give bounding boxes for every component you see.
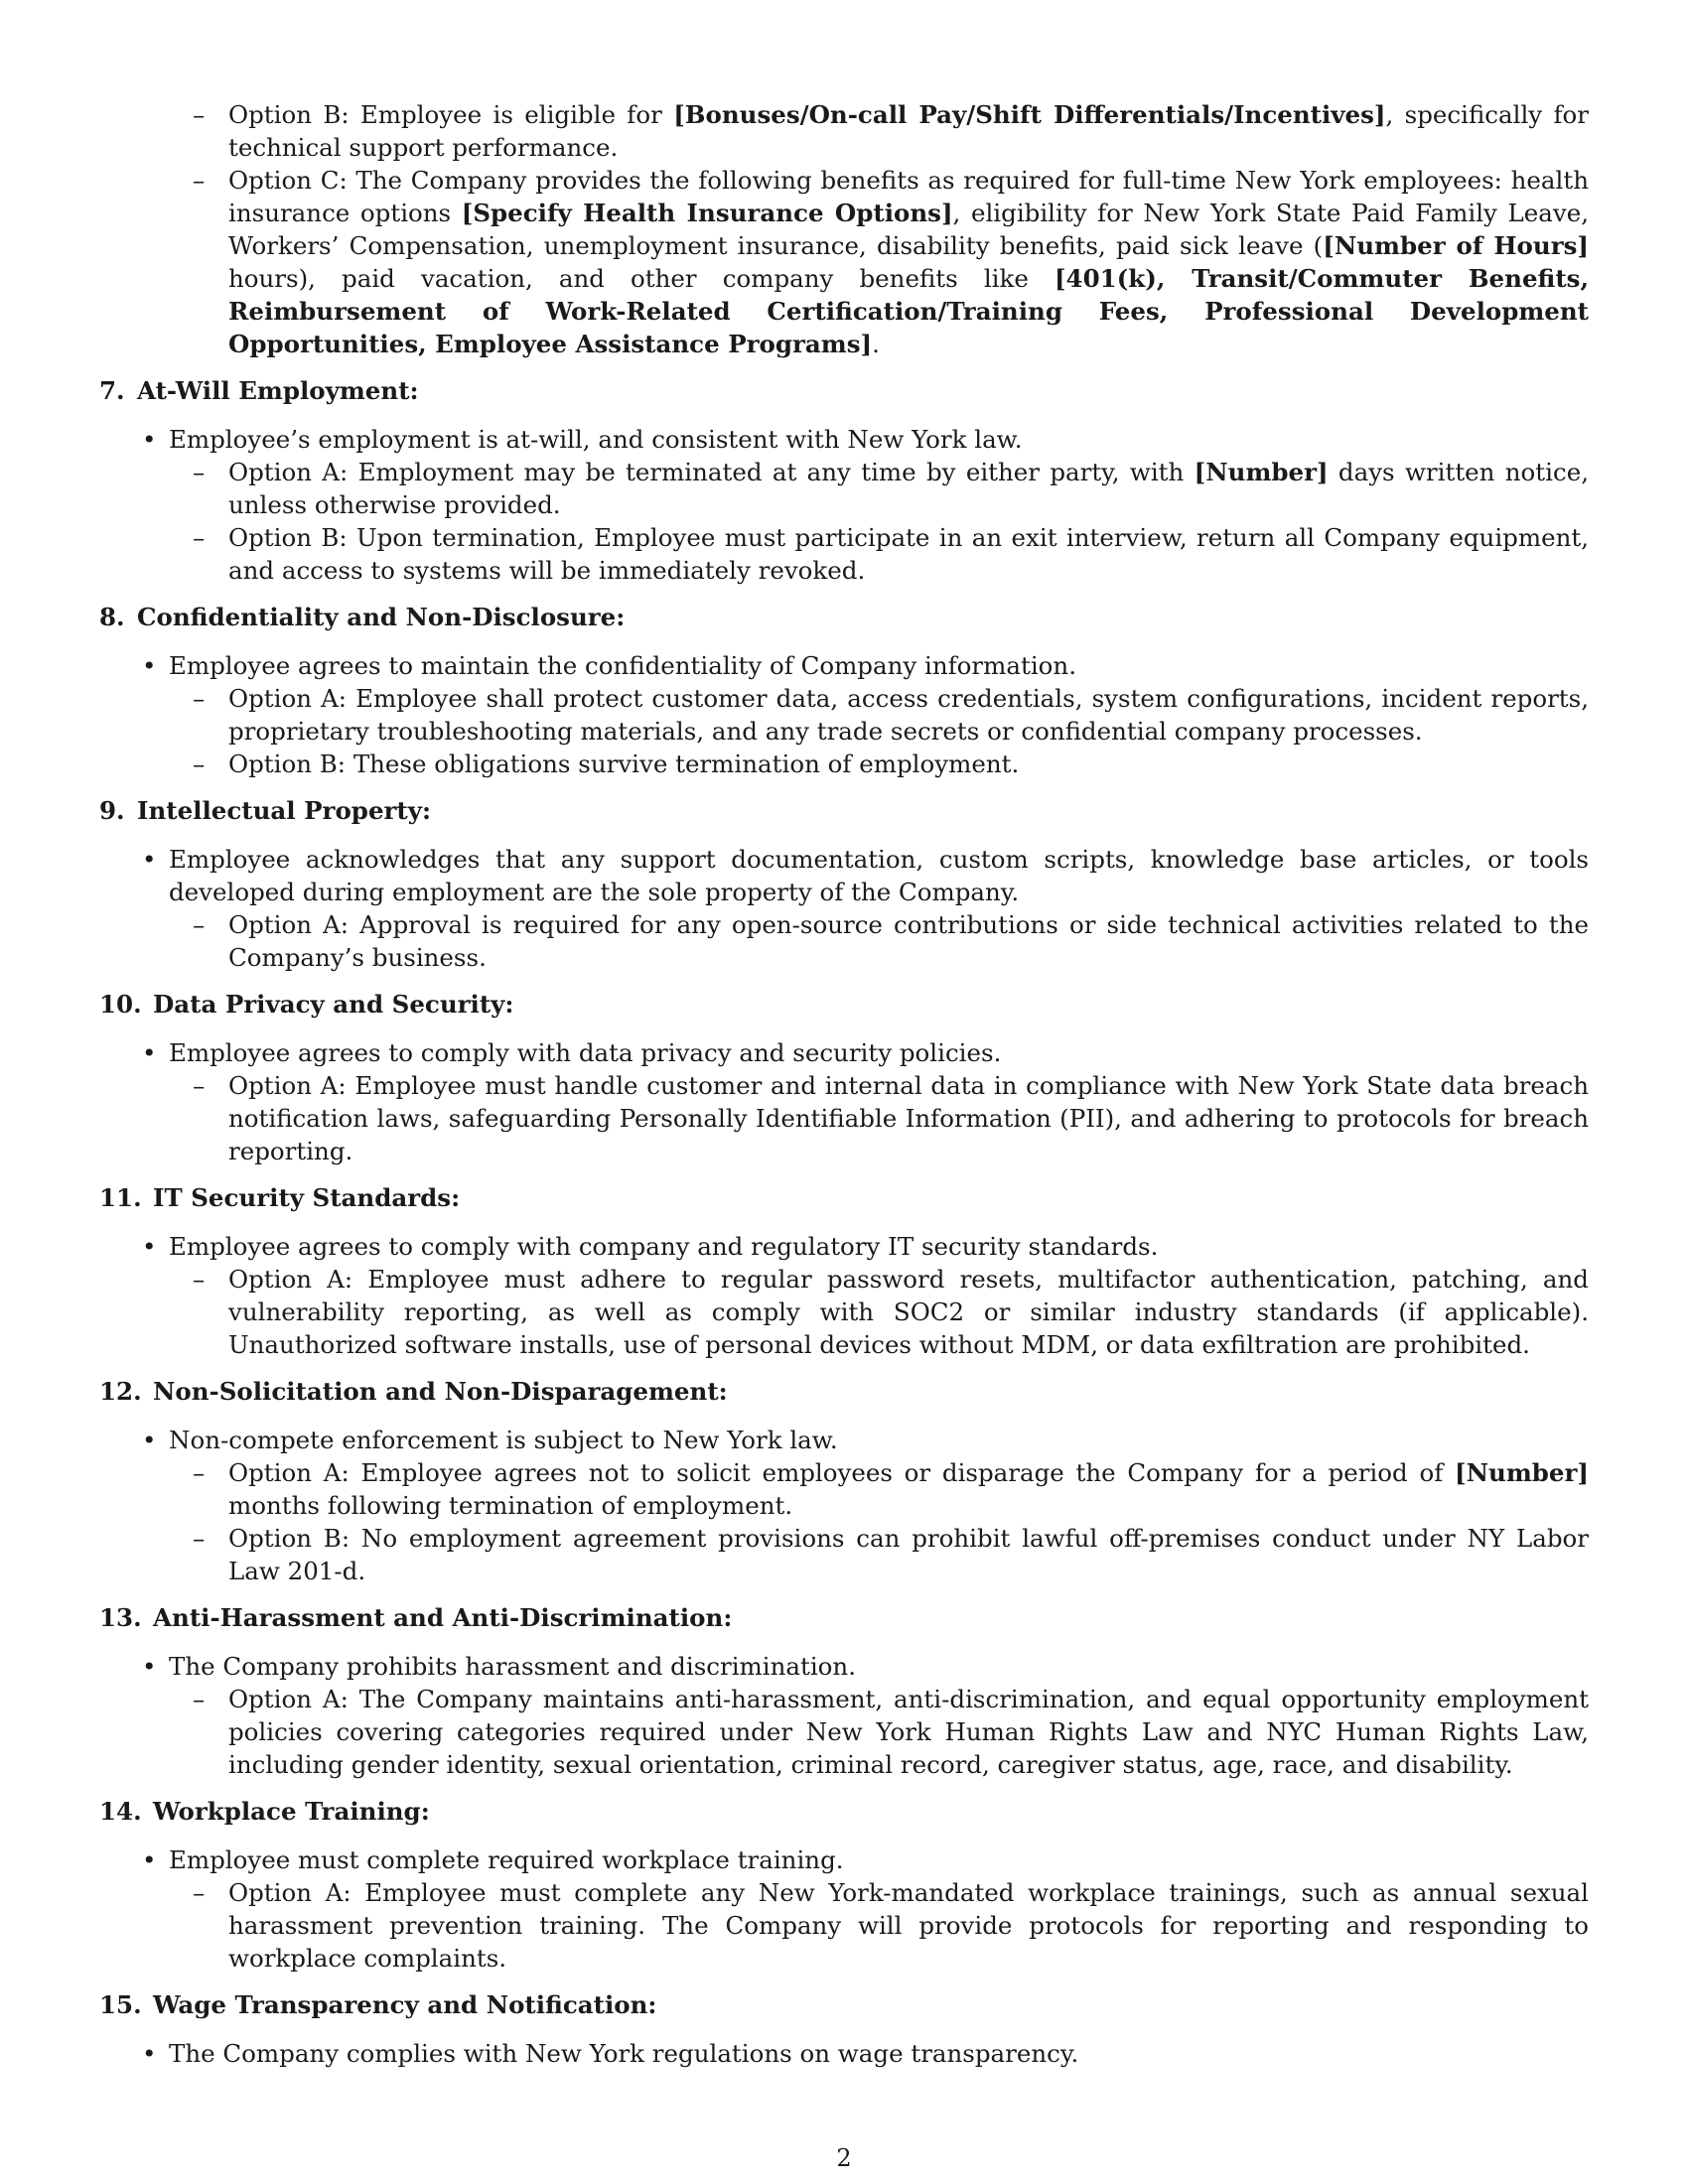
bullet-marker: • — [142, 845, 157, 874]
section-7-bullet: • Employee’s employment is at-will, and consistent with New York law. — [142, 425, 1023, 454]
section-13-option-a: – Option A: The Company maintains anti-harassment, anti-discrimination, and equal opportunity employment policies covering categories required under New York Human Rights Law and NYC Human Rights Law, including gender identity, sexual orientation, criminal record, caregiver status, age, race, and disability. — [193, 1685, 1589, 1779]
dash-marker: – — [193, 684, 206, 713]
dash-marker: – — [193, 1685, 206, 1713]
section-9-bullet: • Employee acknowledges that any support documentation, custom scripts, knowledge base articles, or tools developed during employment are the sole property of the Company. — [142, 845, 1589, 906]
dash-marker: – — [193, 1524, 206, 1553]
section-9-option-a: – Option A: Approval is required for any open-source contributions or side technical activities related to the Company’s business. — [193, 910, 1589, 972]
section-13-bullet: • The Company prohibits harassment and discrimination. — [142, 1652, 856, 1681]
dash-marker: – — [193, 100, 206, 129]
section-heading-12: 12. Non-Solicitation and Non-Disparagement: — [99, 1377, 728, 1406]
section-heading-8: 8. Confidentiality and Non-Disclosure: — [99, 603, 626, 631]
section-heading-10: 10. Data Privacy and Security: — [99, 990, 514, 1019]
dash-marker: – — [193, 166, 206, 195]
bullet-marker: • — [142, 1232, 157, 1261]
section-heading-9: 9. Intellectual Property: — [99, 796, 432, 825]
bullet-marker: • — [142, 425, 157, 454]
section-10-bullet: • Employee agrees to comply with data privacy and security policies. — [142, 1038, 1002, 1067]
dash-marker: – — [193, 750, 206, 778]
dash-marker: – — [193, 458, 206, 486]
section-8-bullet: • Employee agrees to maintain the confidentiality of Company information. — [142, 651, 1076, 680]
bullet-marker: • — [142, 1652, 157, 1681]
bullet-marker: • — [142, 2039, 157, 2068]
section-heading-7: 7. At-Will Employment: — [99, 376, 419, 405]
bullet-marker: • — [142, 651, 157, 680]
section-14-option-a: – Option A: Employee must complete any New York-mandated workplace trainings, such as annual sexual harassment prevention training. The Company will provide protocols for reporting and responding to workplace complaints. — [193, 1878, 1589, 1973]
section-11-bullet: • Employee agrees to comply with company and regulatory IT security standards. — [142, 1232, 1159, 1261]
dash-marker: – — [193, 1458, 206, 1487]
section-7-option-a: – Option A: Employment may be terminated at any time by either party, with [Number] days written notice, unless otherwise provided. — [193, 458, 1589, 519]
document-body — [99, 98, 1589, 2070]
option-b-compensation: – Option B: Employee is eligible for [Bonuses/On-call Pay/Shift Differentials/Incentives], specifically for technical support performance. — [193, 100, 1590, 162]
section-15-bullet: • The Company complies with New York regulations on wage transparency. — [142, 2039, 1079, 2068]
bullet-marker: • — [142, 1845, 157, 1874]
option-c-benefits: – Option C: The Company provides the following benefits as required for full-time New York employees: health insurance options [Specify Health Insurance Options], eligibility for New York State Paid Family Leave, Workers’ Compensation, unemployment insurance, disability benefits, paid sick leave ([Number of Hours] hours), paid vacation, and other company benefits like [401(k), Transit/Commuter Benefits, Reimbursement of Work-Related Certification/Training Fees, Professional Development Opportunities, Employee Assistance Programs]. — [193, 166, 1589, 358]
section-12-option-a: – Option A: Employee agrees not to solicit employees or disparage the Company for a period of [Number] months following termination of employment. — [193, 1458, 1589, 1520]
bullet-marker: • — [142, 1426, 157, 1454]
section-heading-15: 15. Wage Transparency and Notification: — [99, 1990, 657, 2019]
section-14-bullet: • Employee must complete required workplace training. — [142, 1845, 844, 1874]
section-8-option-b: – Option B: These obligations survive termination of employment. — [193, 750, 1020, 778]
section-8-option-a: – Option A: Employee shall protect customer data, access credentials, system configurations, incident reports, proprietary troubleshooting materials, and any trade secrets or confidential company processes. — [193, 684, 1589, 746]
section-heading-13: 13. Anti-Harassment and Anti-Discrimination: — [99, 1603, 733, 1632]
dash-marker: – — [193, 1071, 206, 1100]
bullet-marker: • — [142, 1038, 157, 1067]
dash-marker: – — [193, 1265, 206, 1294]
dash-marker: – — [193, 523, 206, 552]
section-12-bullet: • Non-compete enforcement is subject to New York law. — [142, 1426, 838, 1454]
section-10-option-a: – Option A: Employee must handle customer and internal data in compliance with New York State data breach notification laws, safeguarding Personally Identifiable Information (PII), and adhering to protocols for breach reporting. — [193, 1071, 1589, 1165]
section-heading-11: 11. IT Security Standards: — [99, 1183, 461, 1212]
section-12-option-b: – Option B: No employment agreement provisions can prohibit lawful off-premises conduct under NY Labor Law 201-d. — [193, 1524, 1589, 1585]
dash-marker: – — [193, 910, 206, 939]
dash-marker: – — [193, 1878, 206, 1907]
section-11-option-a: – Option A: Employee must adhere to regular password resets, multifactor authentication, patching, and vulnerability reporting, as well as comply with SOC2 or similar industry standards (if applicable). Unauthorized software installs, use of personal devices without MDM, or data exfiltration are prohibited. — [193, 1265, 1589, 1359]
page-number: 2 — [836, 2144, 852, 2172]
section-7-option-b: – Option B: Upon termination, Employee must participate in an exit interview, return all Company equipment, and access to systems will be immediately revoked. — [193, 523, 1589, 585]
section-heading-14: 14. Workplace Training: — [99, 1797, 430, 1826]
